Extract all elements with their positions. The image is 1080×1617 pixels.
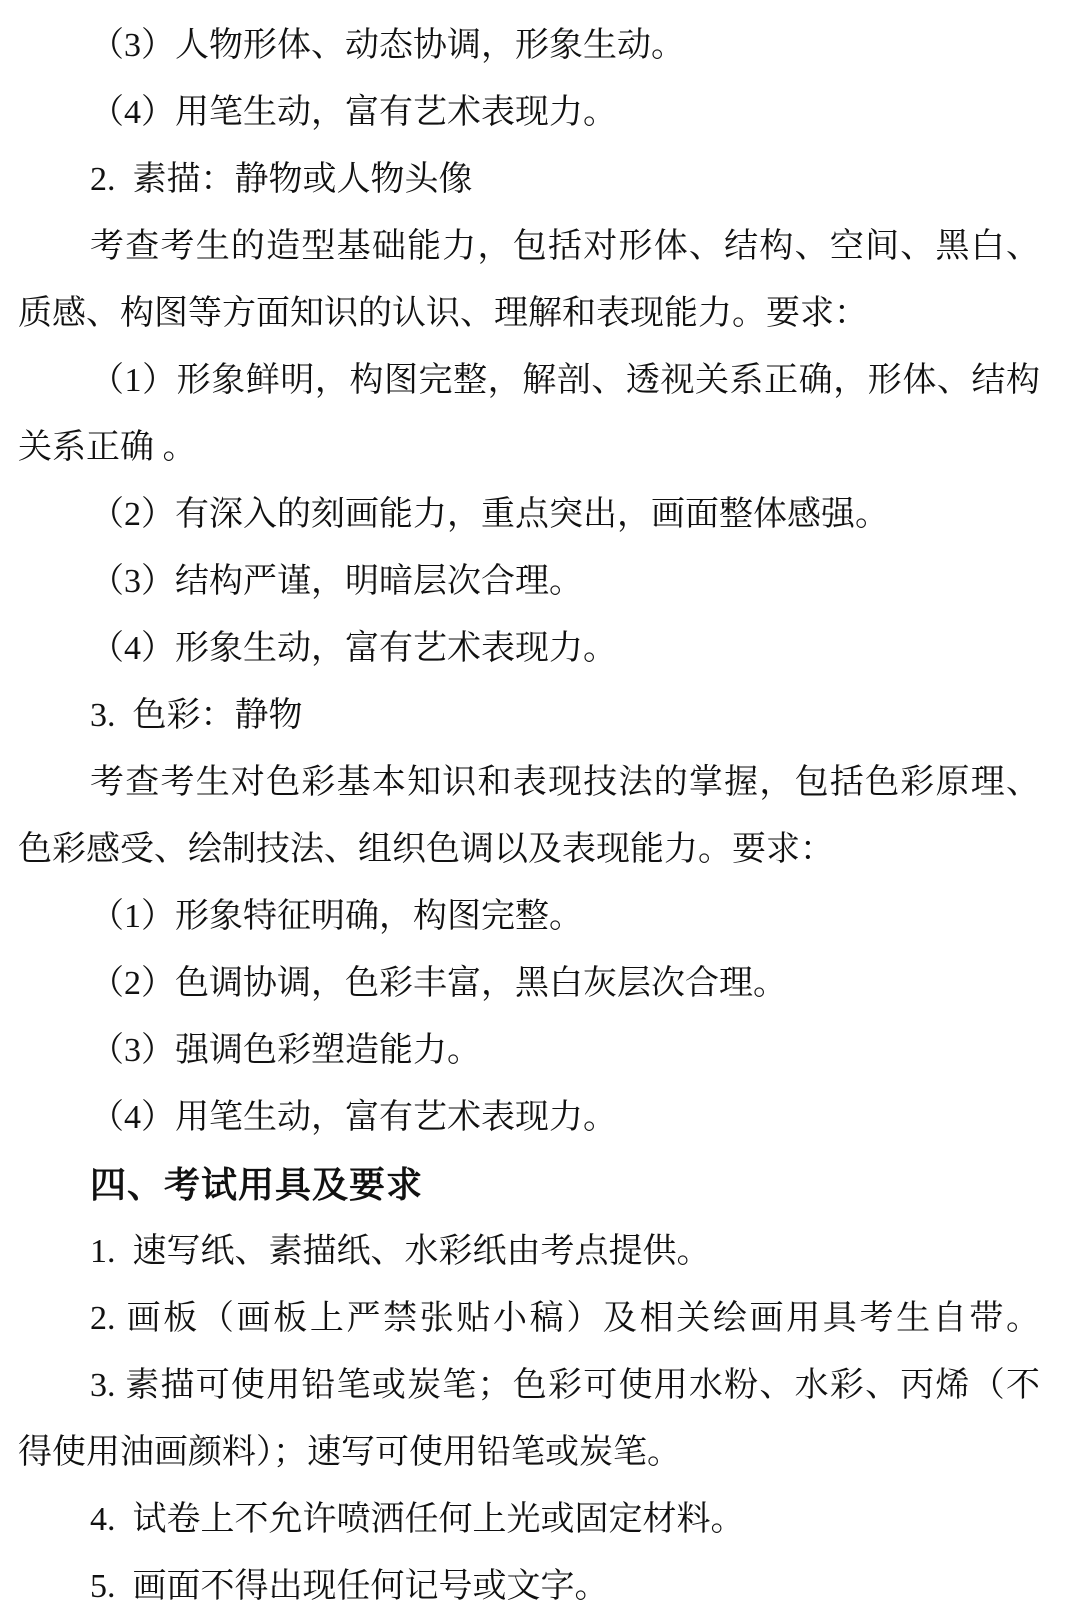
- text-line: 1. 速写纸、素描纸、水彩纸由考点提供。: [90, 1233, 711, 1270]
- text-line: 考查考生对色彩基本知识和表现技法的掌握，包括色彩原理、: [90, 764, 1040, 801]
- text-line: 关系正确 。: [18, 429, 197, 466]
- text-line: 考查考生的造型基础能力，包括对形体、结构、空间、黑白、: [90, 228, 1040, 265]
- text-line: 质感、构图等方面知识的认识、理解和表现能力。要求：: [18, 295, 868, 332]
- text-line: 5. 画面不得出现任何记号或文字。: [90, 1568, 609, 1605]
- section-heading: 四、考试用具及要求: [90, 1164, 424, 1205]
- text-line: （1）形象鲜明，构图完整，解剖、透视关系正确，形体、结构: [90, 362, 1040, 399]
- text-line: （1）形象特征明确，构图完整。: [90, 898, 583, 935]
- text-line: （4）用笔生动，富有艺术表现力。: [90, 1099, 617, 1136]
- text-line: 3. 素描可使用铅笔或炭笔；色彩可使用水粉、水彩、丙烯（不: [90, 1367, 1040, 1404]
- list-item-2-sketch: 2. 素描：静物或人物头像: [90, 161, 473, 198]
- text-line: （3）人物形体、动态协调，形象生动。: [90, 27, 685, 64]
- text-line: （4）形象生动，富有艺术表现力。: [90, 630, 617, 667]
- text-line: （2）有深入的刻画能力，重点突出，画面整体感强。: [90, 496, 889, 533]
- text-line: 2. 画板（画板上严禁张贴小稿）及相关绘画用具考生自带。: [90, 1300, 1040, 1337]
- text-line: （3）结构严谨，明暗层次合理。: [90, 563, 583, 600]
- text-line: （4）用笔生动，富有艺术表现力。: [90, 94, 617, 131]
- text-line: 色彩感受、绘制技法、组织色调以及表现能力。要求：: [18, 831, 834, 868]
- text-line: 4. 试卷上不允许喷洒任何上光或固定材料。: [90, 1501, 745, 1538]
- text-line: （3）强调色彩塑造能力。: [90, 1032, 481, 1069]
- text-line: （2）色调协调，色彩丰富，黑白灰层次合理。: [90, 965, 787, 1002]
- text-line: 得使用油画颜料）；速写可使用铅笔或炭笔。: [18, 1434, 681, 1471]
- list-item-3-color: 3. 色彩：静物: [90, 697, 303, 734]
